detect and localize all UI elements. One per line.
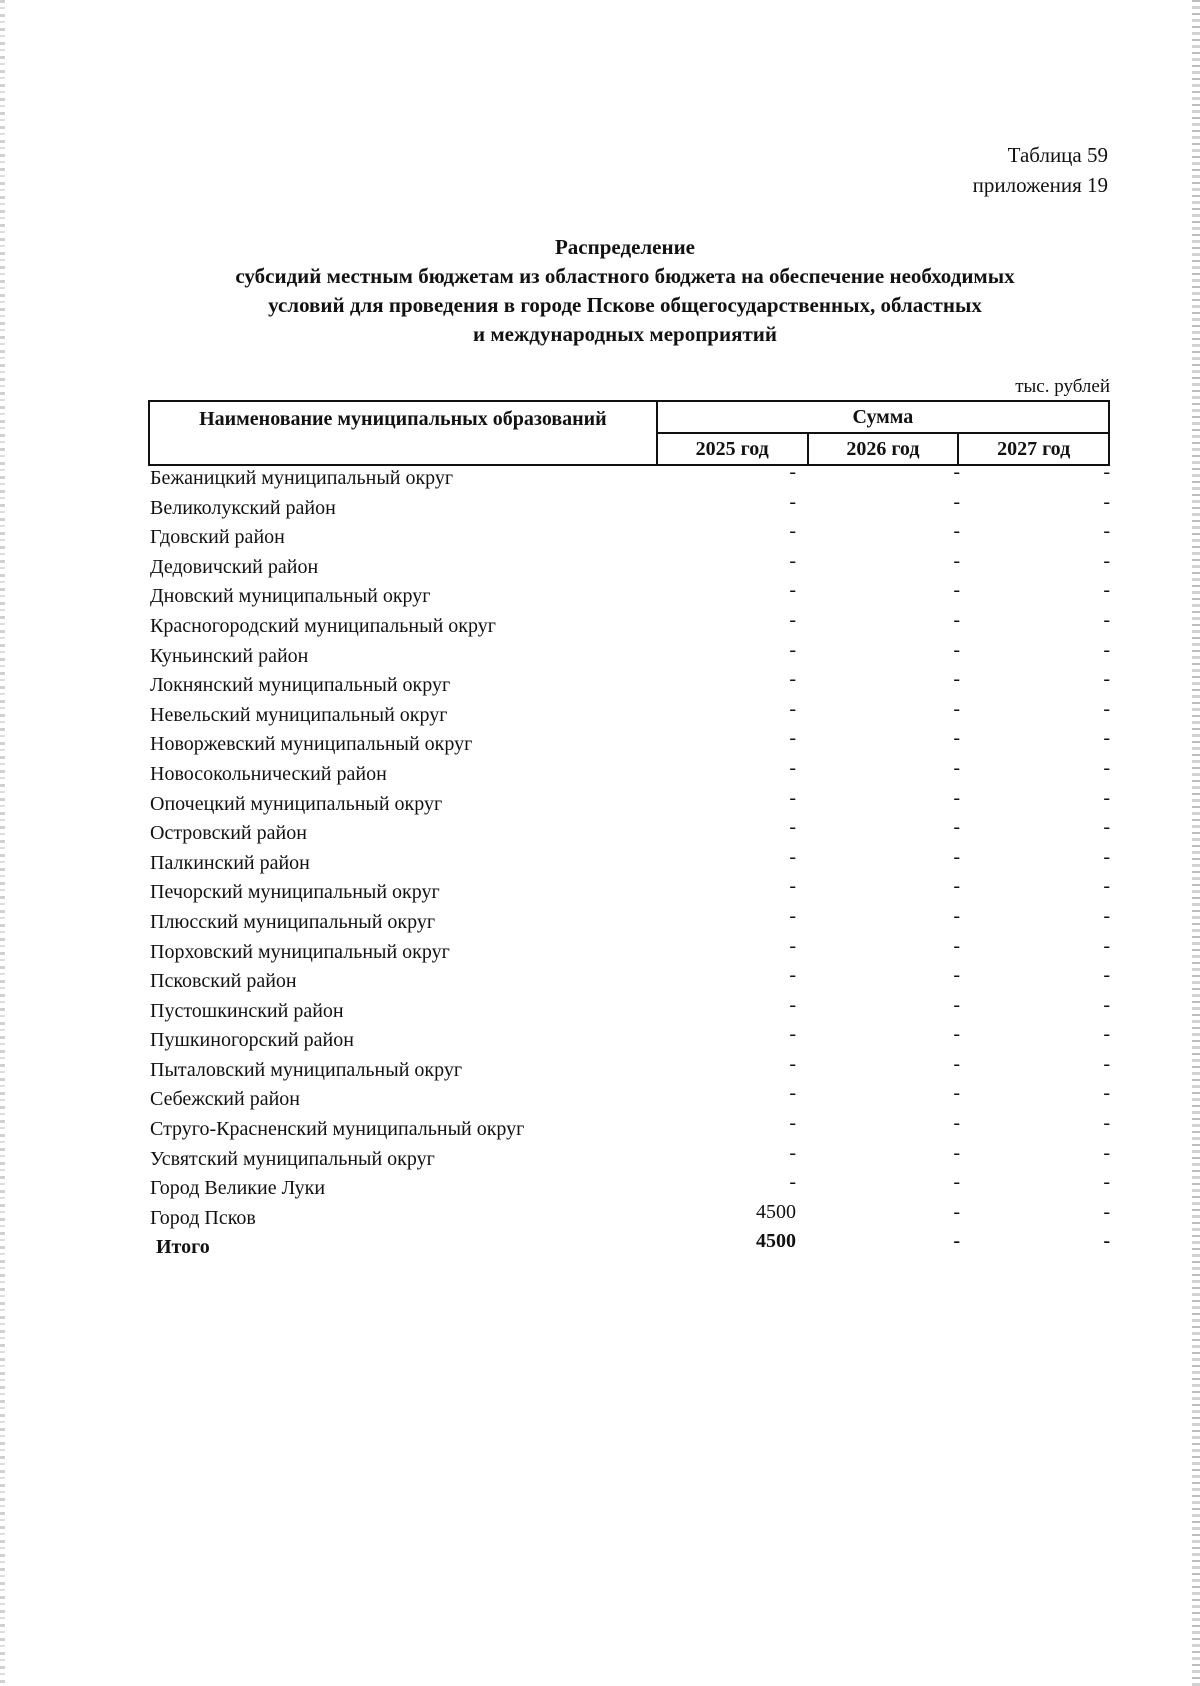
value-2027: - (1103, 490, 1110, 513)
units-label: тыс. рублей (1015, 376, 1110, 397)
value-2027: - (1103, 461, 1110, 483)
total-label: Итого (156, 1236, 210, 1259)
value-2025: - (789, 549, 796, 572)
value-2025: - (789, 964, 796, 987)
header-name-column: Наименование муниципальных образований (149, 401, 657, 465)
table-row (148, 1023, 1110, 1059)
municipality-name: Порховский муниципальный округ (150, 940, 450, 963)
value-2025: - (789, 1052, 796, 1075)
municipality-name: Великолукский район (150, 496, 336, 519)
municipality-name: Куньинский район (150, 644, 309, 667)
table-row (148, 461, 1110, 497)
title-line-2: субсидий местным бюджетам из областного бюджета на обеспечение необходимых (235, 264, 1015, 288)
municipality-name: Себежский район (150, 1088, 300, 1111)
value-2025: 4500 (756, 1230, 796, 1253)
value-2027: - (1103, 1141, 1110, 1164)
table-row (148, 1082, 1110, 1118)
value-2027: - (1103, 875, 1110, 898)
title-line-3: условий для проведения в городе Пскове общегосударственных, областных (268, 293, 982, 317)
table-row (148, 993, 1110, 1030)
value-2027: - (1103, 608, 1110, 631)
value-2025: - (789, 668, 796, 691)
value-2026: - (953, 490, 960, 513)
value-2026: - (953, 1171, 960, 1194)
scan-edge-right (1192, 0, 1200, 1686)
value-2025: - (789, 756, 796, 779)
municipality-name: Невельский муниципальный округ (150, 703, 448, 726)
scan-edge-left (0, 0, 5, 1686)
value-2027: - (1103, 964, 1110, 987)
value-2027: - (1103, 904, 1110, 927)
value-2026: - (953, 461, 960, 483)
value-2026: - (953, 816, 960, 839)
municipality-name: Дедовичский район (150, 555, 319, 578)
municipality-name: Новоржевский муниципальный округ (150, 733, 473, 756)
header-year-2026: 2026 год (808, 433, 959, 465)
table-row (148, 904, 1110, 941)
value-2027: - (1103, 579, 1110, 602)
municipality-name: Псковский район (150, 970, 297, 993)
value-2027: - (1103, 1112, 1110, 1135)
value-2026: - (953, 845, 960, 868)
municipality-name: Город Псков (150, 1206, 256, 1229)
table-row (148, 520, 1110, 556)
value-2025: - (789, 1141, 796, 1164)
table-row (148, 934, 1110, 971)
value-2027: - (1103, 727, 1110, 750)
document-title (130, 233, 1120, 349)
value-2026: - (953, 638, 960, 661)
table-row (148, 1052, 1110, 1089)
header-year-2025: 2025 год (657, 433, 808, 465)
value-2027: - (1103, 756, 1110, 779)
value-2027: - (1103, 1082, 1110, 1105)
value-2025: - (789, 993, 796, 1016)
value-2026: - (953, 608, 960, 631)
title-line-4: и международных мероприятий (473, 322, 777, 346)
value-2025: - (789, 904, 796, 927)
value-2025: - (789, 697, 796, 720)
value-2026: - (953, 1023, 960, 1046)
table-row (148, 490, 1110, 527)
municipality-name: Пыталовский муниципальный округ (150, 1058, 463, 1081)
municipality-name: Островский район (150, 822, 307, 845)
value-2027: - (1103, 638, 1110, 661)
municipality-name: Бежаницкий муниципальный округ (150, 467, 454, 489)
value-2025: - (789, 1112, 796, 1135)
value-2025: - (789, 845, 796, 868)
municipality-name: Локнянский муниципальный округ (150, 674, 451, 697)
value-2025: - (789, 934, 796, 957)
table-row (148, 579, 1110, 615)
table-row (148, 549, 1110, 586)
value-2026: - (953, 668, 960, 691)
value-2026: - (953, 934, 960, 957)
table-body (148, 461, 1110, 1266)
value-2026: - (953, 727, 960, 750)
value-2027: - (1103, 668, 1110, 691)
municipality-name: Печорский муниципальный округ (150, 881, 440, 904)
table-row (148, 1171, 1110, 1207)
table-row (148, 786, 1110, 823)
table-row (148, 1200, 1110, 1237)
municipality-name: Город Великие Луки (150, 1177, 326, 1200)
table-row (148, 845, 1110, 882)
table-row (148, 816, 1110, 852)
value-2026: - (953, 520, 960, 543)
value-2025: - (789, 461, 796, 483)
value-2025: - (789, 875, 796, 898)
value-2025: - (789, 490, 796, 513)
municipality-name: Усвятский муниципальный округ (150, 1147, 435, 1170)
table-number: Таблица 59 (1007, 143, 1108, 167)
table-row (148, 1141, 1110, 1178)
value-2027: - (1103, 1230, 1110, 1253)
municipality-name: Плюсский муниципальный округ (150, 910, 436, 933)
total-row (148, 1230, 1110, 1266)
municipality-name: Красногородский муниципальный округ (150, 614, 496, 637)
value-2027: - (1103, 1052, 1110, 1075)
municipality-name: Пушкиногорский район (150, 1029, 354, 1052)
table-row (148, 608, 1110, 645)
appendix-number: приложения 19 (972, 173, 1108, 197)
value-2026: - (953, 756, 960, 779)
value-2025: - (789, 520, 796, 543)
value-2026: - (953, 875, 960, 898)
value-2026: - (953, 786, 960, 809)
value-2027: - (1103, 549, 1110, 572)
value-2027: - (1103, 1200, 1110, 1223)
value-2027: - (1103, 934, 1110, 957)
value-2025: - (789, 816, 796, 839)
value-2025: 4500 (756, 1200, 796, 1223)
value-2026: - (953, 1230, 960, 1253)
value-2026: - (953, 549, 960, 572)
header-year-2027: 2027 год (958, 433, 1109, 465)
value-2026: - (953, 1200, 960, 1223)
value-2025: - (789, 638, 796, 661)
value-2027: - (1103, 786, 1110, 809)
municipality-name: Струго-Красненский муниципальный округ (150, 1118, 525, 1141)
table-row (148, 964, 1110, 1000)
municipality-name: Гдовский район (150, 526, 285, 549)
value-2026: - (953, 1082, 960, 1105)
value-2025: - (789, 727, 796, 750)
municipality-name: Опочецкий муниципальный округ (150, 792, 443, 815)
value-2027: - (1103, 845, 1110, 868)
value-2026: - (953, 1112, 960, 1135)
table-row (148, 727, 1110, 763)
value-2026: - (953, 579, 960, 602)
value-2026: - (953, 964, 960, 987)
value-2027: - (1103, 1023, 1110, 1046)
title-line-1: Распределение (554, 235, 696, 259)
value-2027: - (1103, 1171, 1110, 1194)
value-2026: - (953, 993, 960, 1016)
value-2027: - (1103, 520, 1110, 543)
value-2026: - (953, 904, 960, 927)
table-row (148, 756, 1110, 793)
table-row (148, 875, 1110, 911)
value-2027: - (1103, 697, 1110, 720)
value-2026: - (953, 1141, 960, 1164)
value-2025: - (789, 1171, 796, 1194)
table-reference (973, 140, 1108, 200)
municipality-name: Пустошкинский район (150, 999, 344, 1022)
municipality-name: Новосокольнический район (150, 762, 387, 785)
municipality-name: Палкинский район (150, 851, 310, 874)
table-row (148, 1112, 1110, 1148)
value-2025: - (789, 1023, 796, 1046)
table-row (148, 638, 1110, 675)
value-2027: - (1103, 993, 1110, 1016)
value-2025: - (789, 786, 796, 809)
value-2025: - (789, 579, 796, 602)
header-sum-column: Сумма (657, 401, 1109, 433)
municipality-name: Дновский муниципальный округ (150, 585, 431, 608)
table-header (148, 400, 1110, 466)
table-row (148, 697, 1110, 734)
value-2026: - (953, 697, 960, 720)
value-2025: - (789, 1082, 796, 1105)
value-2026: - (953, 1052, 960, 1075)
value-2027: - (1103, 816, 1110, 839)
table-row (148, 668, 1110, 704)
value-2025: - (789, 608, 796, 631)
